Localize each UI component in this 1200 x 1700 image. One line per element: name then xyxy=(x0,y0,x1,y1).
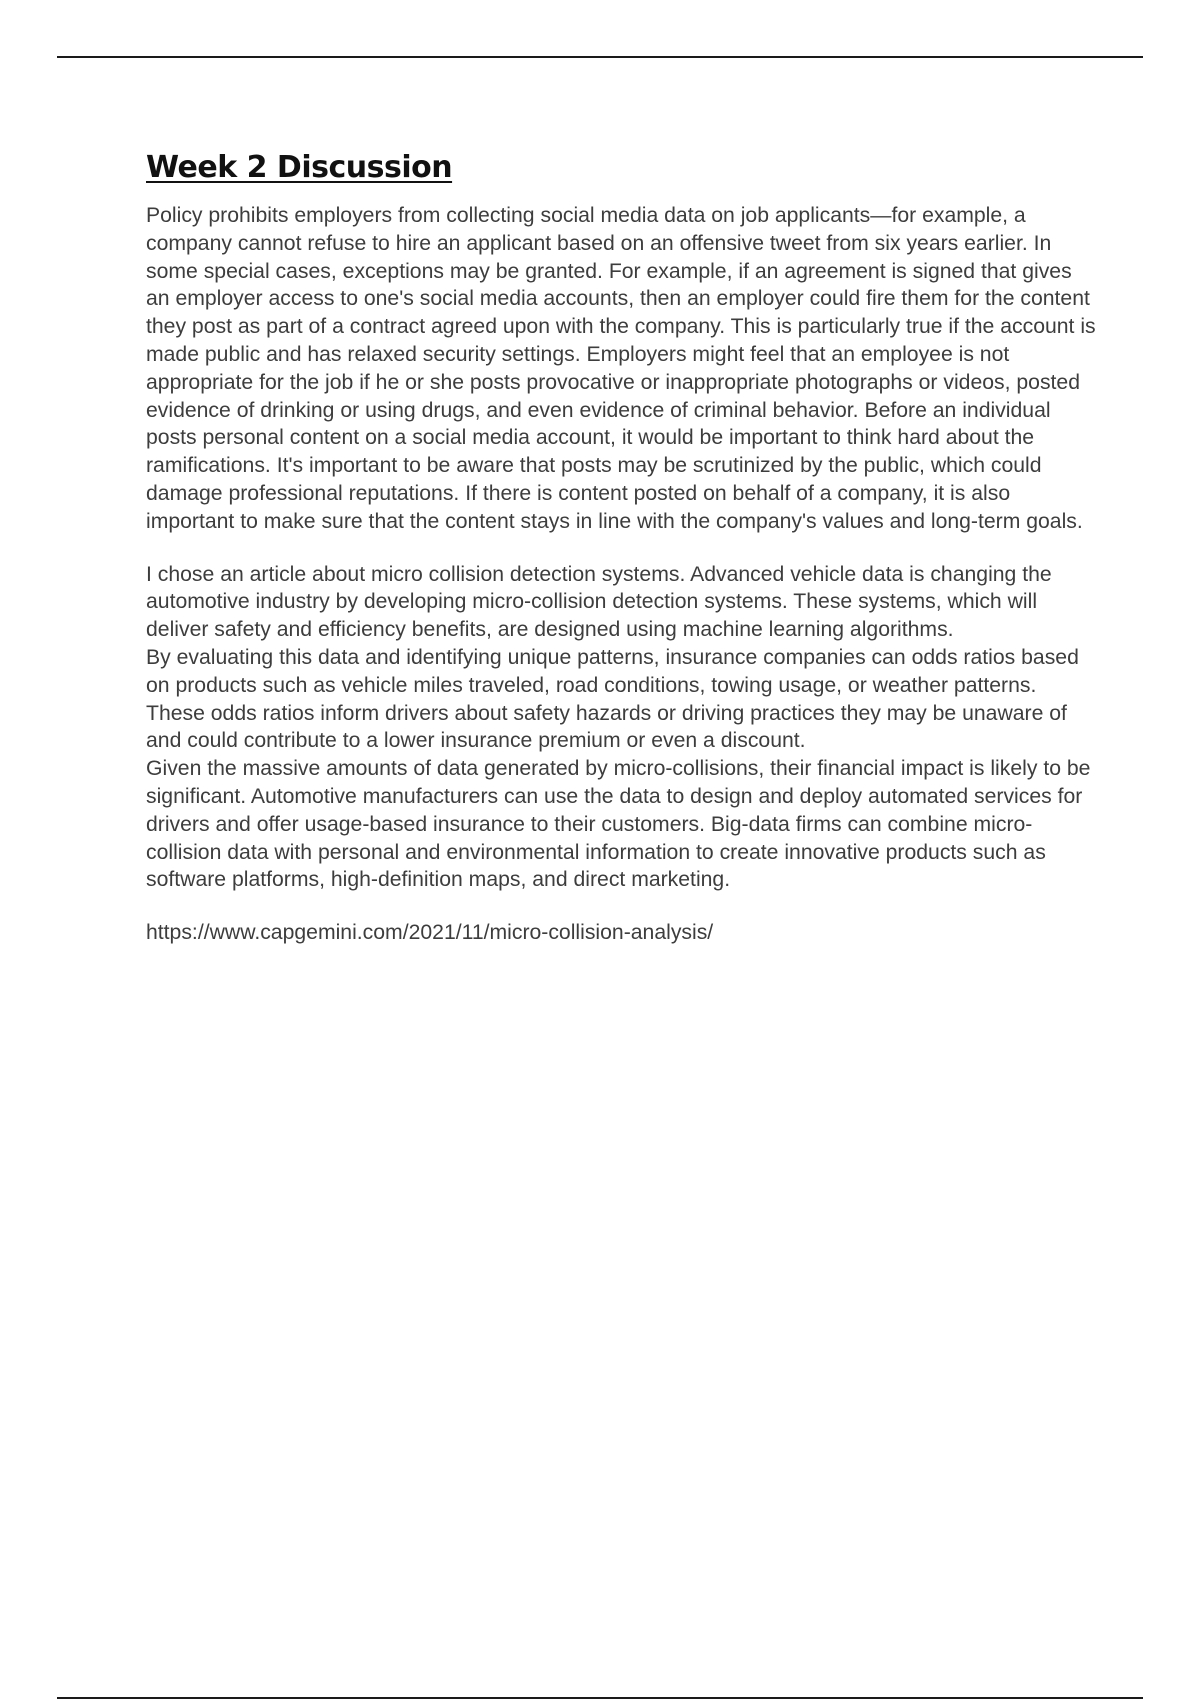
source-url: https://www.capgemini.com/2021/11/micro-collision-analysis/ xyxy=(146,921,714,945)
document-body xyxy=(146,148,1096,947)
paragraph-financial-impact: Given the massive amounts of data generated by micro-collisions, their financial impact is likely to be significant. Automotive manufacturers can use the data to design and deploy automated services for drivers and offer usage-based insurance to their customers. Big-data firms can combine micro-collision data with personal and environmental information to create innovative products such as software platforms, high-definition maps, and direct marketing. xyxy=(146,757,1091,892)
footer-rule xyxy=(57,1697,1143,1699)
paragraph-insurance-odds: By evaluating this data and identifying unique patterns, insurance companies can odds ratios based on products such as vehicle miles traveled, road conditions, towing usage, or weather patterns. These odds ratios inform drivers about safety hazards or driving practices they may be unaware of and could contribute to a lower insurance premium or even a discount. xyxy=(146,645,1079,753)
header-rule xyxy=(57,56,1143,58)
paragraph-spacer xyxy=(146,894,1096,919)
paragraph-spacer xyxy=(146,536,1096,561)
paragraph-article-intro: I chose an article about micro collision detection systems. Advanced vehicle data is changing the automotive industry by developing micro-collision detection systems. These systems, which will deliver safety and efficiency benefits, are designed using machine learning algorithms. xyxy=(146,562,1052,642)
document-title: Week 2 Discussion xyxy=(146,150,453,185)
paragraph-social-media-policy: Policy prohibits employers from collecting social media data on job applicants—for example, a company cannot refuse to hire an applicant based on an offensive tweet from six years earlier. In some special cases, exceptions may be granted. For example, if an agreement is signed that gives an employer access to one's social media accounts, then an employer could fire them for the content they post as part of a contract agreed upon with the company. This is particularly true if the account is made public and has relaxed security settings. Employers might feel that an employee is not appropriate for the job if he or she posts provocative or inappropriate photographs or videos, posted evidence of drinking or using drugs, and even evidence of criminal behavior. Before an individual posts personal content on a social media account, it would be important to think hard about the ramifications. It's important to be aware that posts may be scrutinized by the public, which could damage professional reputations. If there is content posted on behalf of a company, it is also important to make sure that the content stays in line with the company's values and long-term goals. xyxy=(146,204,1096,533)
